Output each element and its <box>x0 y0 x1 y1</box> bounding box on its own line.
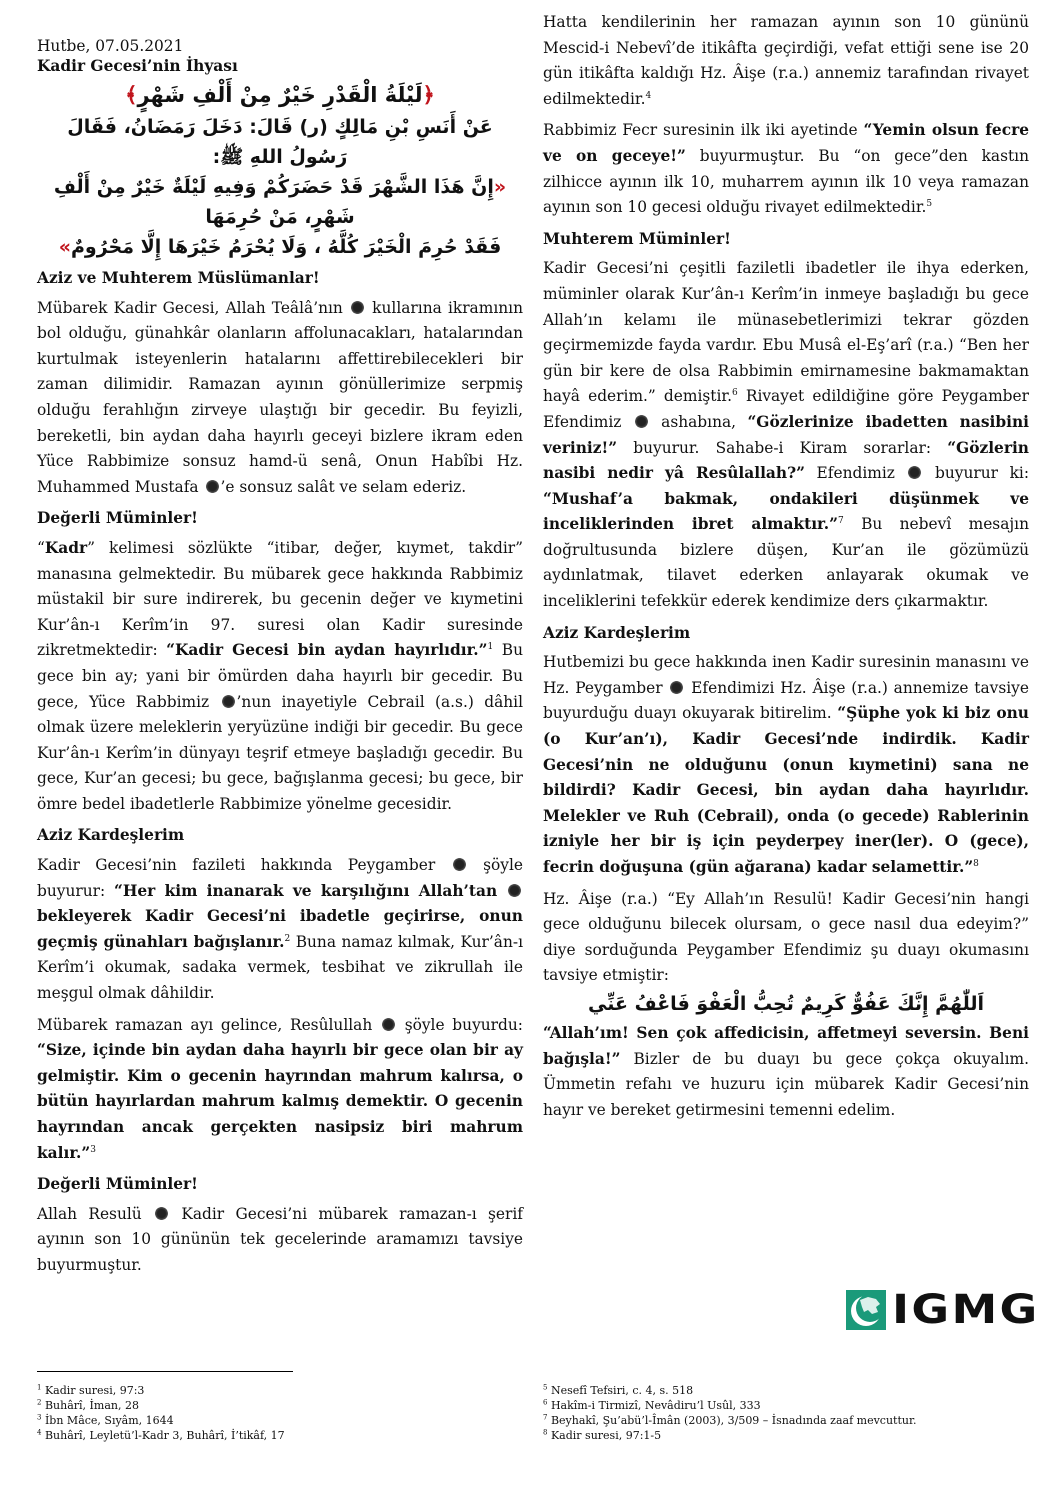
sallallahu-aleyhi-vesellem-icon <box>453 858 466 871</box>
paragraph <box>37 536 523 818</box>
text: ’e sonsuz salât ve selam ederiz. <box>220 477 467 496</box>
footnote-ref[interactable]: 2 <box>284 933 291 944</box>
text: Bizler de bu duayı bu gece çokça okuyalım. Ümmetin refahı ve huzuru için mübarek Kadir Gecesi’nin hayır ve bereket getirmesini temenni edelim. <box>543 1049 1029 1119</box>
right-column <box>543 10 1029 1129</box>
text: ” kelimesi sözlükte “itibar, değer, kıymet, takdir” manasına gelmektedir. Bu mübarek gece hakkında Rabbimiz müstakil bir sure indirerek, bu gecenin değer ve kıymetini Kur’ân-ı Kerîm’in 97. suresi olan Kadir suresinde zikretmektedir: <box>37 538 523 660</box>
text: Bu nebevî mesajın doğrultusunda bizlere düşen, Kur’an ile gözümüzü aydınlatmak, tilavet ederken anlayarak okumak ve inceliklerini tefekkür ederek kendimize ders çıkarmaktır. <box>543 515 1029 611</box>
text: şöyle buyurur: <box>37 856 523 900</box>
paragraph <box>543 650 1029 880</box>
bold-quote: “Gözlerinize ibadetten nasibini veriniz!” <box>543 412 1029 457</box>
footnote-number: 7 <box>543 1413 548 1422</box>
footnotes-left <box>37 1383 285 1443</box>
footnote <box>543 1413 917 1428</box>
paragraph <box>543 256 1029 614</box>
footnote-number: 3 <box>37 1413 42 1422</box>
celle-celaluhu-icon <box>508 884 521 897</box>
footnote <box>37 1398 285 1413</box>
hadith-text-1: إِنَّ هَذَا الشَّهْرَ قَدْ حَضَرَكُمْ وَفِيهِ لَيْلَةٌ خَيْرٌ مِنْ أَلْفِ شَهْرٍ، مَنْ حُرِمَهَا <box>53 176 494 228</box>
paragraph <box>37 853 523 1007</box>
hadith-intro: عَنْ أَنَسِ بْنِ مَالِكٍ (ر) قَالَ: دَخَلَ رَمَضَانُ، فَقَالَ رَسُولُ اللهِ ﷺ: <box>67 116 493 168</box>
igmg-logo <box>846 1287 1040 1333</box>
verse-bracket-close: ﴾ <box>125 83 138 107</box>
hadith-quote-close: » <box>58 236 71 258</box>
bold-quote: “Kadir Gecesi bin aydan hayırlıdır.” <box>166 641 488 660</box>
footnote-number: 1 <box>37 1383 42 1392</box>
text: Hutbemizi bu gece hakkında inen Kadir suresinin manasını ve Hz. Peygamber <box>543 653 1029 697</box>
hadith-text-2: فَقَدْ حُرِمَ الْخَيْرَ كُلَّهُ ، وَلَا يُحْرَمُ خَيْرَهَا إِلَّا مَحْرُومٌ <box>70 236 502 258</box>
footnotes-right <box>543 1383 917 1443</box>
text: Rabbimiz Fecr suresinin ilk iki ayetinde <box>543 121 864 140</box>
bold-quote: “Allah’ım! Sen çok affedicisin, affetmeyi seversin. Beni bağışla!” <box>543 1023 1029 1068</box>
paragraph <box>543 1021 1029 1123</box>
text: Kadir Gecesi’ni mübarek ramazan-ı şerif ayının son 10 gününün tek gecelerinde aramamızı tavsiye buyurmuştur. <box>37 1204 523 1274</box>
verse-text: لَيْلَةُ الْقَدْرِ خَيْرٌ مِنْ أَلْفِ شَهْرٍ <box>137 83 423 107</box>
sermon-date: Hutbe, 07.05.2021 <box>37 37 184 55</box>
arabic-verse <box>37 78 523 112</box>
text: buyurur. Sahabe-i Kiram sorarlar: <box>617 438 948 457</box>
text: “ <box>37 538 45 557</box>
sermon-title: Kadir Gecesi’nin İhyası <box>37 57 238 75</box>
hadith-line-2 <box>37 232 523 262</box>
bold-quote: “Size, içinde bin aydan daha hayırlı bir gece olan bir ay gelmiştir. Kim o gecenin hayrından mahrum kalırsa, o bütün hayırlardan mahrum kalmış demektir. O gecenin hayrından ancak gerçekten nasipsiz biri mahrum kalır.” <box>37 1041 523 1162</box>
hadith-line-1 <box>37 172 523 232</box>
footnote-text: Beyhakî, Şu’abü’l-Îmân (2003), 3/509 – İsnadında zaaf mevcuttur. <box>547 1414 917 1427</box>
footnote-ref[interactable]: 5 <box>926 199 933 210</box>
footnote <box>543 1398 917 1413</box>
footnote-number: 2 <box>37 1398 42 1407</box>
bold-quote: bekleyerek Kadir Gecesi’ni ibadetle geçirirse, onun geçmiş günahları bağışlanır. <box>37 907 523 951</box>
footnote-ref[interactable]: 6 <box>731 388 738 399</box>
footnote-ref[interactable]: 8 <box>973 858 979 869</box>
sallallahu-aleyhi-vesellem-icon <box>155 1207 168 1220</box>
footnote-number: 6 <box>543 1398 548 1407</box>
footnote-ref[interactable]: 3 <box>90 1144 96 1155</box>
footnote <box>543 1383 917 1398</box>
footnote-text: Buhârî, Leyletü’l-Kadr 3, Buhârî, İ’tikâf, 17 <box>41 1429 285 1442</box>
footnote-text: Kadir suresi, 97:1-5 <box>547 1429 662 1442</box>
text: Buna namaz kılmak, Kur’ân-ı Kerîm’i okumak, sadaka vermek, tesbihat ve zikrullah ile meşgul olmak dâhildir. <box>37 932 523 1003</box>
text: buyurmuştur. Bu “on gece”den kastın zilhicce ayının ilk 10, muharrem ayının ilk 10 veya ramazan ayının son 10 gecesi olduğu rivayet edilmektedir. <box>543 146 1029 217</box>
text: Kadir Gecesi’ni çeşitli faziletli ibadetler ile ihya ederken, müminler olarak Kur’ân-ı Kerîm’in inmeye başladığı bu gece Allah’ın kelamı ile münasebetlerimizi tekrar gözden geçirmemizde fayda vardır. Ebu Musâ el-Eş’arî (r.a.) “Ben her gün bir kere de olsa Rabbimin emirnamesine bakmamaktan hayâ ederim.” demiştir. <box>543 259 1029 406</box>
footnote <box>37 1383 285 1398</box>
bold-quote: “Gözlerin nasibi nedir yâ Resûlallah?” <box>543 438 1029 483</box>
footnote-ref[interactable]: 7 <box>837 516 844 527</box>
text: ashabına, <box>649 412 748 431</box>
bold-quote: “Yemin olsun fecre ve on geceye!” <box>543 121 1029 165</box>
text: Hatta kendilerinin her ramazan ayının son 10 gününü Mescid-i Nebevî’de itikâfta geçirdiği, vefat ettiği sene ise 20 gün itikâfta kaldığı Hz. Âişe (r.a.) annemiz tarafından rivayet edilmektedir. <box>543 13 1029 108</box>
footnote <box>543 1428 917 1443</box>
footnote-number: 4 <box>37 1428 42 1437</box>
section-heading: Aziz ve Muhterem Müslümanlar! <box>37 269 320 287</box>
left-column <box>37 36 523 1285</box>
bold-quote: “Şüphe yok ki biz onu (o Kur’an’ı), Kadir Gecesi’nde indirdik. Kadir Gecesi’nin ne olduğunu (onun kıymetini) sana ne bildirdi? Kadir Gecesi, bin aydan daha hayırlıdır. Melekler ve Ruh (Cebrail), onda (o gecede) Rablerinin izniyle her bir iş için peyderpey iner(ler). O (gece), fecrin doğuşuna (gün ağarana) kadar selamettir.” <box>543 704 1029 876</box>
paragraph <box>37 1202 523 1279</box>
section-heading: Değerli Müminler! <box>37 1175 198 1194</box>
text: ’nun inayetiyle Cebrail (a.s.) dâhil olmak üzere meleklerin yeryüzüne indiği bir gecedir. Bu gece Kur’ân-ı Kerîm’in dünyayı teşrif etmeye başladığı gecedir. Bu gece, Kur’an gecesi; bu gece, bağışlanma gecesi; bu gece, bir ömre bedel ibadetlerle Rabbimize yönelme gecesidir. <box>37 692 523 813</box>
text: Rivayet edildiğine göre Peygamber Efendimiz <box>543 387 1029 431</box>
footnote-text: Buhârî, İman, 28 <box>41 1399 139 1412</box>
logo-wordmark: IGMG <box>892 1287 1040 1333</box>
footnote-text: Nesefî Tefsiri, c. 4, s. 518 <box>547 1384 694 1397</box>
paragraph <box>37 296 523 501</box>
sallallahu-aleyhi-vesellem-icon <box>382 1018 395 1031</box>
footnote-divider <box>37 1371 293 1372</box>
paragraph <box>543 118 1029 220</box>
text: Efendimizi Hz. Âişe (r.a.) annemize tavsiye buyurduğu duayı okuyarak bitirelim. <box>543 678 1029 723</box>
footnote-text: Kadir suresi, 97:3 <box>41 1384 145 1397</box>
footnote-number: 8 <box>543 1428 548 1437</box>
section-heading: Muhterem Müminler! <box>543 229 731 248</box>
bold-text: Kadr <box>44 538 88 557</box>
section-heading: Değerli Müminler! <box>37 509 198 528</box>
celle-celaluhu-icon <box>222 695 235 708</box>
text: Mübarek ramazan ayı gelince, Resûlullah <box>37 1015 373 1034</box>
sallallahu-aleyhi-vesellem-icon <box>908 466 921 479</box>
text: Bu gece bin ay; yani bir ömürden daha hayırlı bir gecedir. Bu gece, Yüce Rabbimiz <box>37 641 523 711</box>
hadith-quote-open: « <box>493 176 507 198</box>
text: şöyle buyurdu: <box>396 1015 523 1034</box>
celle-celaluhu-icon <box>351 301 364 314</box>
verse-bracket-open: ﴿ <box>422 83 435 107</box>
footnote <box>37 1413 285 1428</box>
footnote-ref[interactable]: 4 <box>645 90 652 101</box>
crescent-europe-icon <box>846 1290 886 1330</box>
footnote <box>37 1428 285 1443</box>
section-heading: Aziz Kardeşlerim <box>543 623 691 642</box>
bold-quote: “Her kim inanarak ve karşılığını Allah’tan <box>114 881 498 900</box>
sallallahu-aleyhi-vesellem-icon <box>206 480 219 493</box>
bold-quote: “Mushaf’a bakmak, ondakileri düşünmek ve inceliklerinden ibret almaktır.” <box>543 489 1029 534</box>
footnote-number: 5 <box>543 1383 548 1392</box>
footnote-text: İbn Mâce, Sıyâm, 1644 <box>41 1414 174 1427</box>
text: Kadir Gecesi’nin fazileti hakkında Peygamber <box>37 856 436 875</box>
text: buyurur ki: <box>923 464 1030 483</box>
text: Allah Resulü <box>37 1204 142 1223</box>
paragraph: Hz. Âişe (r.a.) “Ey Allah’ın Resulü! Kadir Gecesi’nin hangi gece olduğunu bilecek olursam, o gece nasıl dua edeyim?” diye sorduğunda Peygamber Efendimiz şu duayı okumasını tavsiye etmiştir: <box>543 889 1029 985</box>
paragraph <box>543 10 1029 112</box>
section-heading: Aziz Kardeşlerim <box>37 826 185 845</box>
arabic-dua: اَللّٰهُمَّ إِنَّكَ عَفُوٌّ كَرِيمٌ تُحِبُّ الْعَفْوَ فَاعْفُ عَنِّي <box>588 992 984 1015</box>
text: Mübarek Kadir Gecesi, Allah Teâlâ’nın <box>37 298 343 317</box>
footnote-ref[interactable]: 1 <box>487 642 494 653</box>
sallallahu-aleyhi-vesellem-icon <box>635 415 648 428</box>
text: kullarına ikramının bol olduğu, günahkâr olanların affolunacakları, hatalarından kurtulmak isteyenlerin hatalarını affettirebilecekleri bir zaman dilimidir. Ramazan ayının gönüllerimize serpmiş olduğu ferahlığın zirveye ulaştığı bir gecedir. Bu feyizli, bereketli, bin aydan daha hayırlı geceyi bizlere ikram eden Yüce Rabbimize sonsuz hamd-ü senâ, Onun Habîbi Hz. Muhammed Mustafa <box>37 298 523 496</box>
text: Efendimiz <box>804 464 895 483</box>
paragraph <box>37 1013 523 1167</box>
sallallahu-aleyhi-vesellem-icon <box>670 681 683 694</box>
footnote-text: Hakîm-i Tirmizî, Nevâdiru’l Usûl, 333 <box>547 1399 761 1412</box>
